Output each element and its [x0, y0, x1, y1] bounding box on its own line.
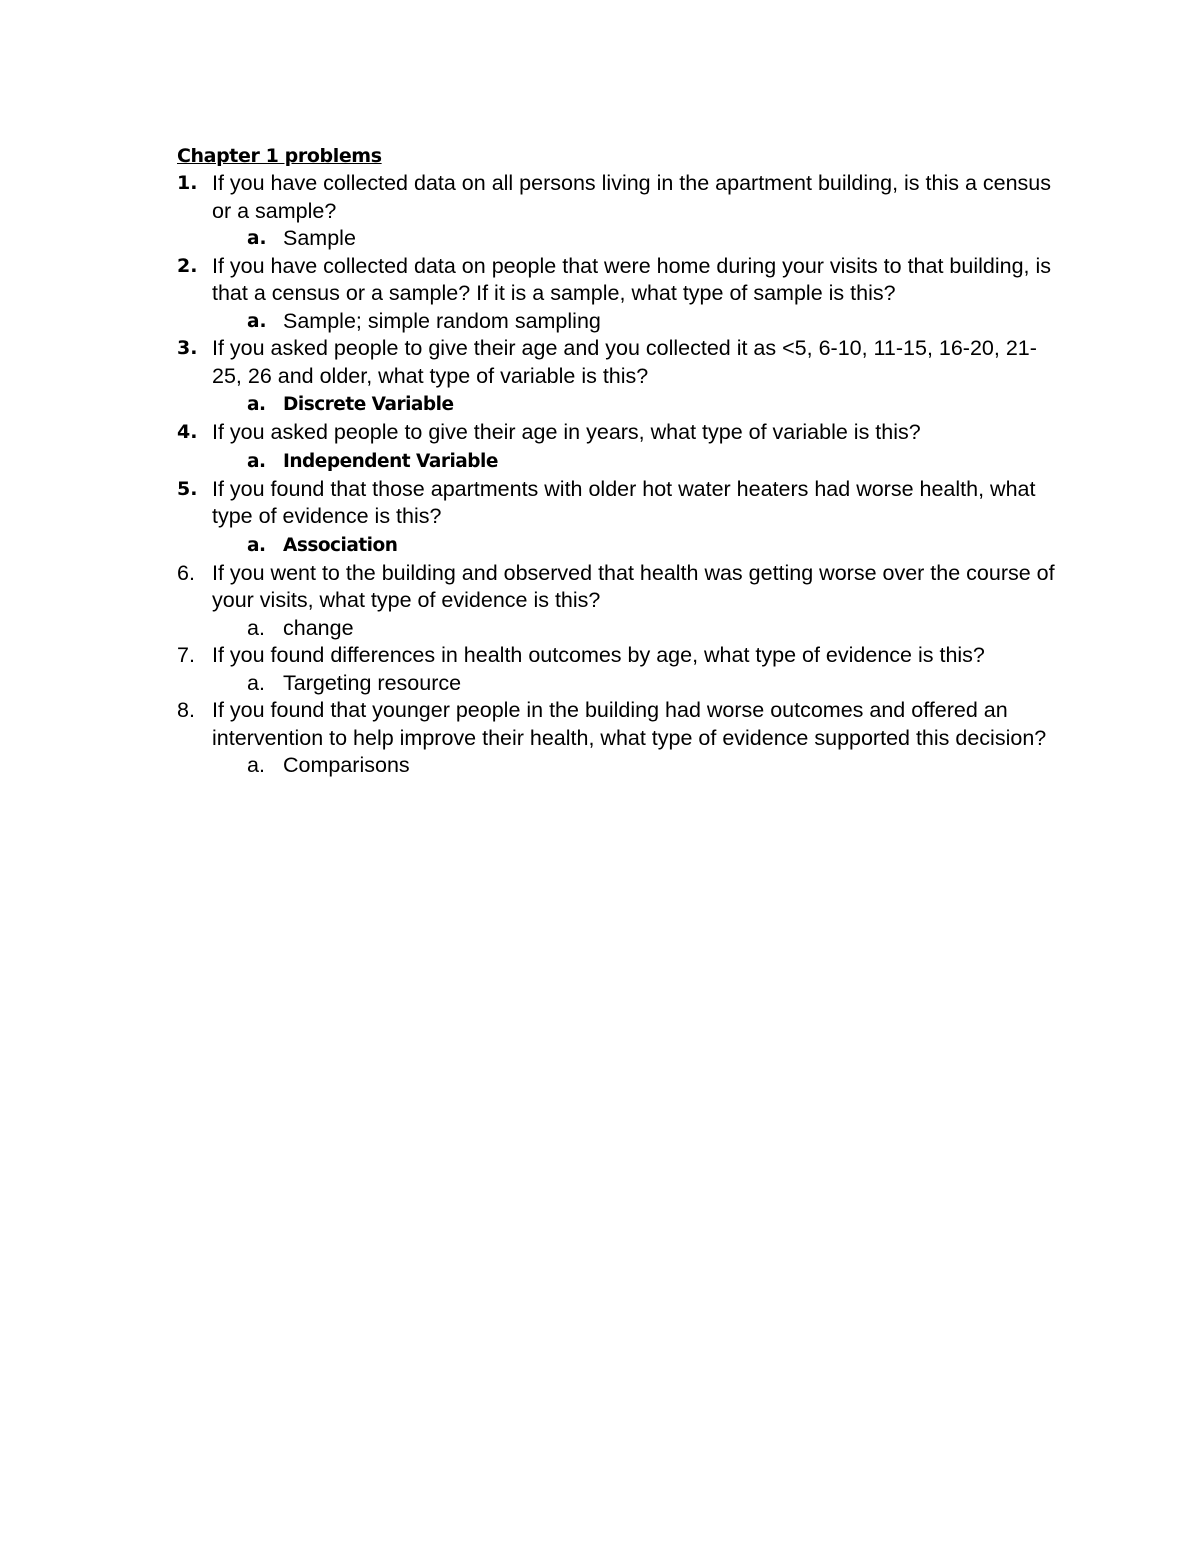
answer-letter: a. — [247, 615, 265, 640]
question-5 — [177, 476, 1057, 531]
question-number: 8. — [177, 698, 195, 722]
answer-5 — [177, 531, 1057, 560]
answer-text: change — [283, 615, 354, 640]
answer-6 — [177, 615, 1057, 643]
question-text: If you found that those apartments with older hot water heaters had worse health, what type of evidence is this? — [212, 476, 1036, 528]
question-4 — [177, 419, 1057, 447]
question-number: 5. — [177, 477, 198, 500]
question-text: If you asked people to give their age in years, what type of variable is this? — [212, 420, 921, 444]
answer-letter: a. — [247, 450, 266, 472]
answer-8 — [177, 752, 1057, 780]
answer-letter: a. — [247, 670, 265, 695]
question-text: If you have collected data on all persons living in the apartment building, is this a census or a sample? — [212, 171, 1051, 223]
answer-letter: a. — [247, 753, 265, 777]
answer-text: Sample; simple random sampling — [283, 308, 601, 333]
question-3 — [177, 335, 1057, 390]
answer-text: Association — [283, 534, 398, 556]
answer-text: Independent Variable — [283, 450, 498, 472]
question-1 — [177, 170, 1057, 225]
answer-text: Sample — [283, 226, 356, 250]
document-title: Chapter 1 problems — [177, 145, 382, 167]
question-7 — [177, 642, 1057, 670]
question-text: If you found that younger people in the building had worse outcomes and offered an intervention to help improve their health, what type of evidence supported this decision? — [212, 698, 1047, 750]
answer-4 — [177, 447, 1057, 476]
question-text: If you found differences in health outcomes by age, what type of evidence is this? — [212, 643, 985, 667]
question-text: If you have collected data on people that were home during your visits to that building, is that a census or a sample? If it is a sample, what type of sample is this? — [212, 253, 1052, 305]
question-text: If you asked people to give their age and you collected it as <5, 6-10, 11-15, 16-20, 21-25, 26 and older, what type of variable is this? — [212, 336, 1037, 388]
answer-text: Comparisons — [283, 753, 410, 777]
question-number: 7. — [177, 643, 195, 667]
question-number: 2. — [177, 254, 198, 277]
document-content — [177, 142, 1057, 780]
answer-2 — [177, 308, 1057, 336]
answer-letter: a. — [247, 534, 266, 556]
question-number: 6. — [177, 560, 195, 585]
answer-text: Discrete Variable — [283, 394, 454, 415]
answer-1 — [177, 225, 1057, 253]
answer-text: Targeting resource — [283, 670, 462, 695]
answer-letter: a. — [247, 310, 267, 332]
question-8 — [177, 697, 1057, 752]
answer-3 — [177, 390, 1057, 419]
answer-letter: a. — [247, 228, 267, 249]
question-number: 4. — [177, 421, 198, 443]
question-6 — [177, 560, 1057, 615]
question-text: If you went to the building and observed that health was getting worse over the course of your visits, what type of evidence is this? — [212, 560, 1055, 612]
answer-7 — [177, 670, 1057, 698]
question-number: 3. — [177, 337, 198, 359]
answer-letter: a. — [247, 394, 266, 415]
question-2 — [177, 253, 1057, 308]
question-number: 1. — [177, 172, 198, 194]
